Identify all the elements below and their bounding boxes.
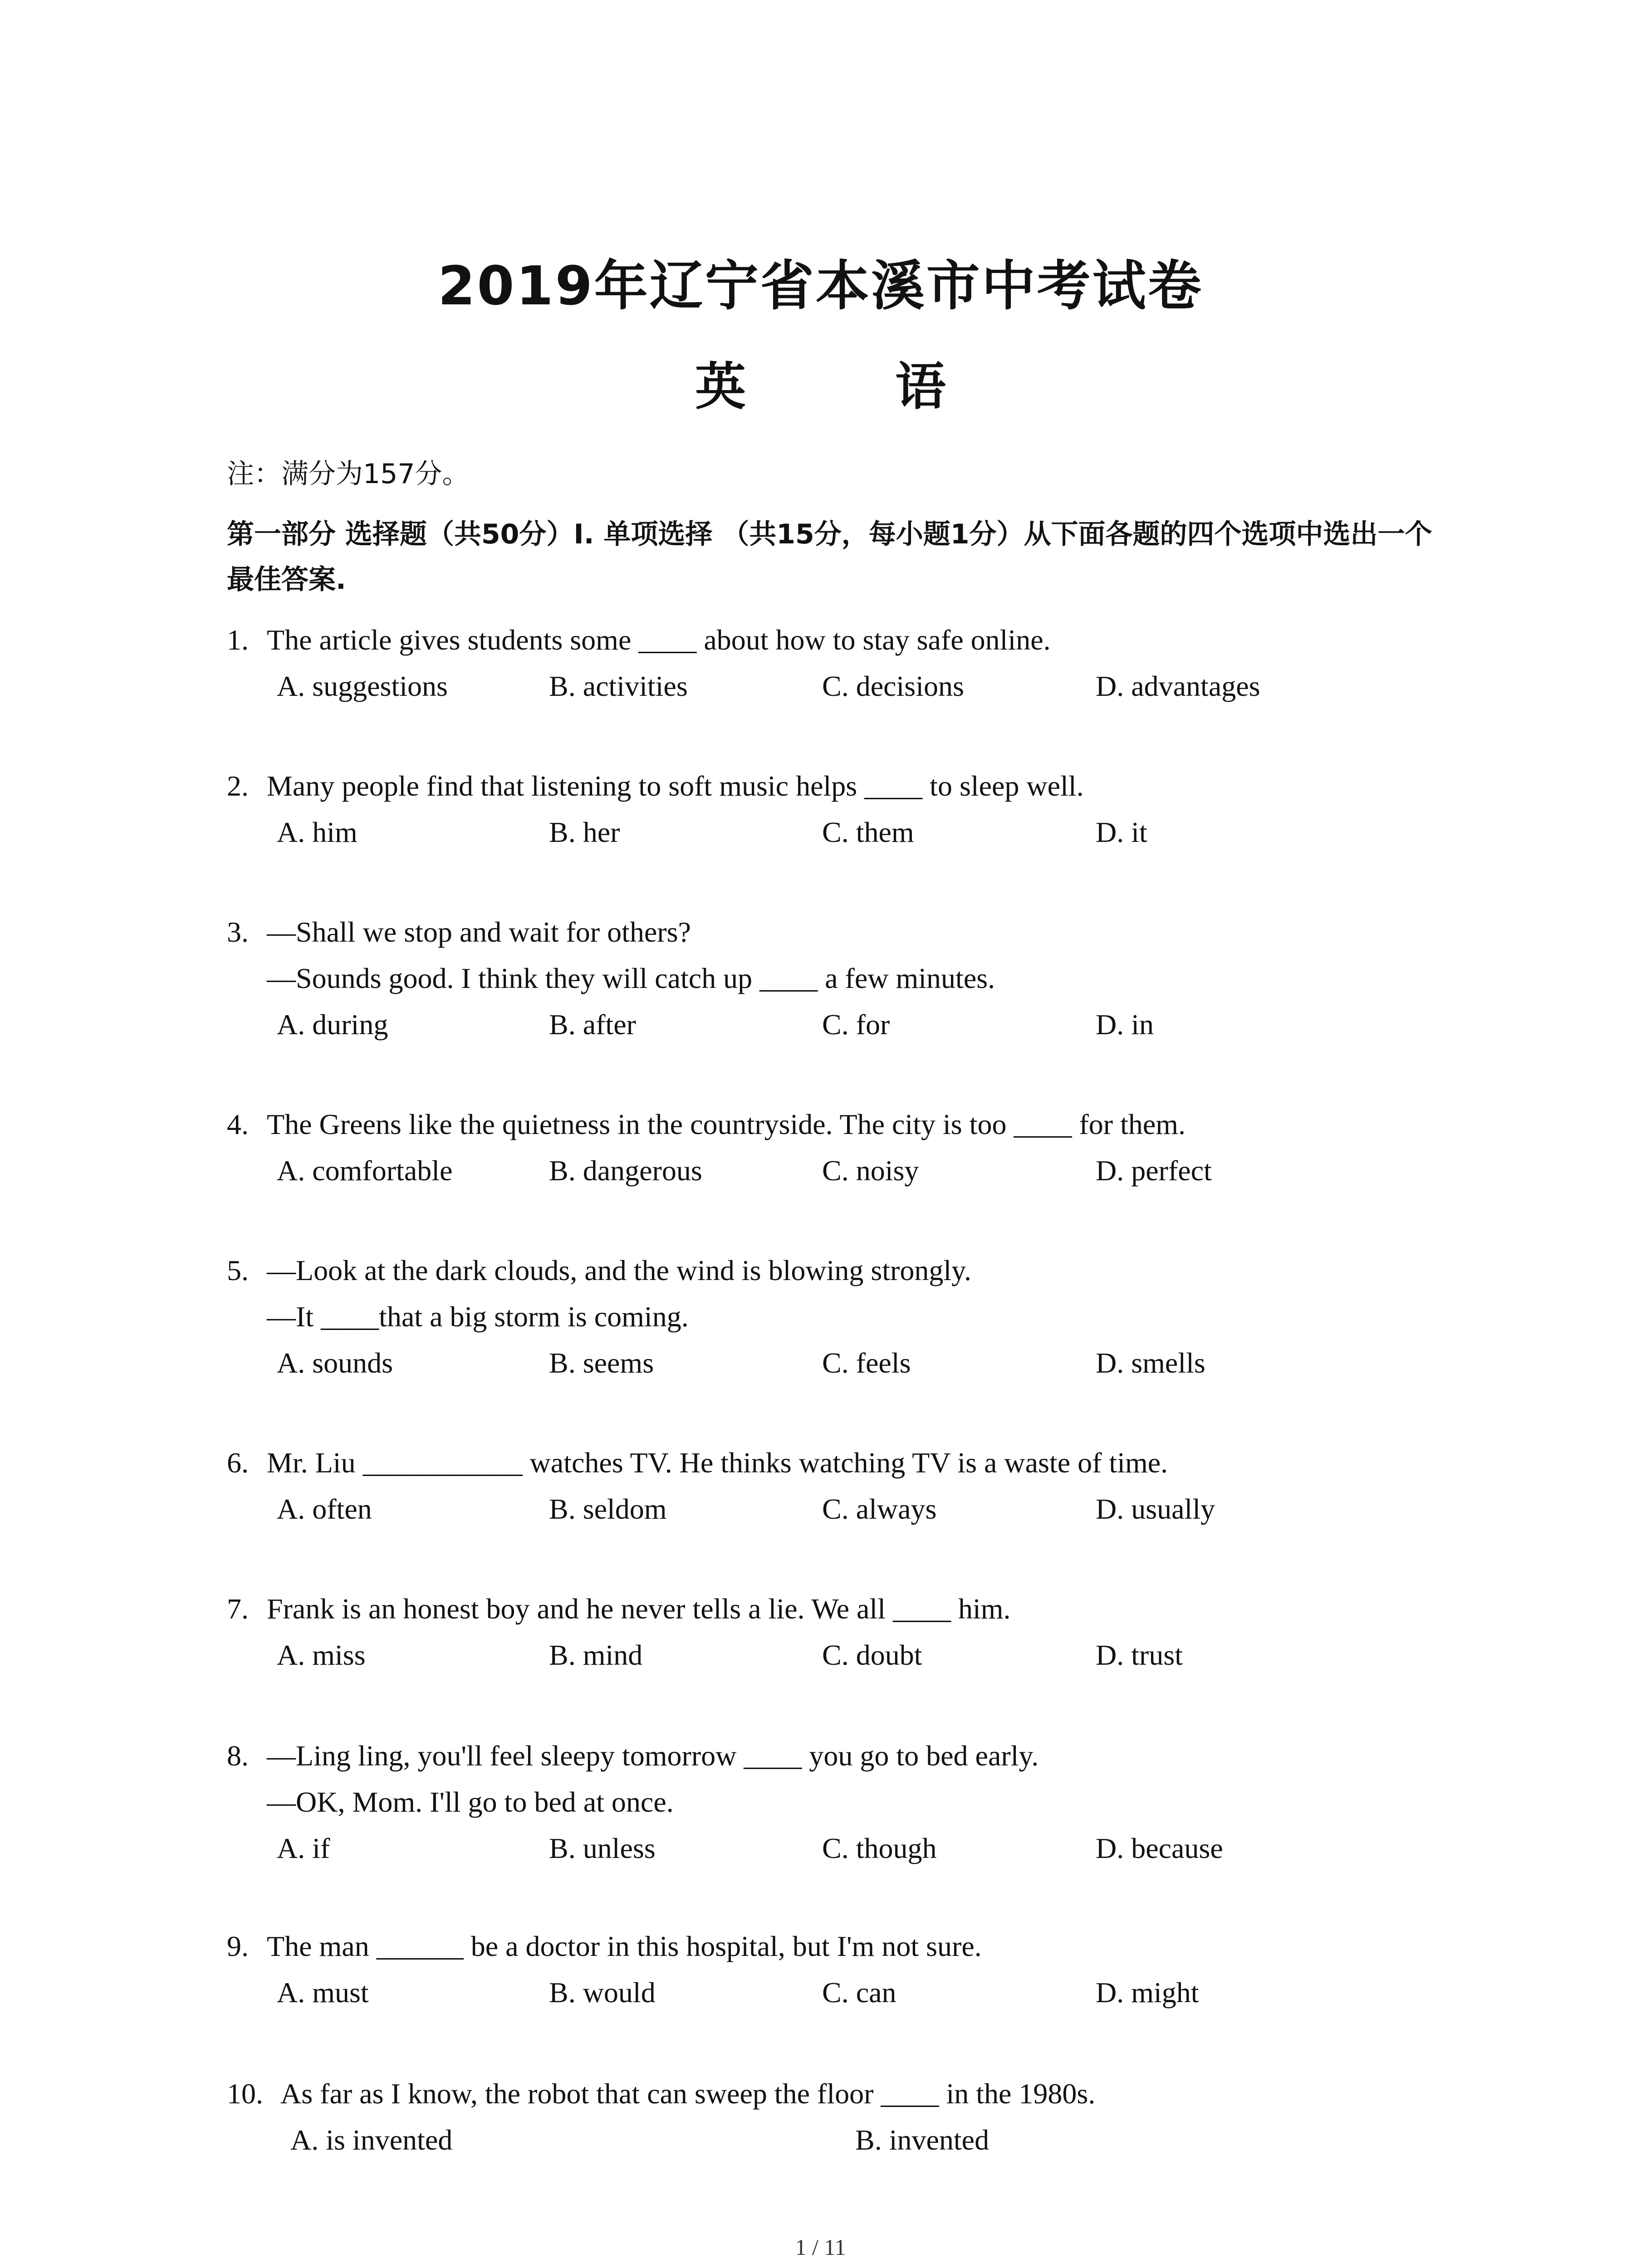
section-header: 第一部分 选择题（共50分）Ⅰ. 单项选择 （共15分，每小题1分）从下面各题的四个选项中选出一个最佳答案. [227, 518, 1432, 596]
exam-title: 2019年辽宁省本溪市中考试卷 [438, 254, 1203, 317]
question-stem: Frank is an honest boy and he never tells a lie. We all ____ him. [267, 1593, 1011, 1625]
answer-option-d[interactable]: D. smells [1096, 1347, 1205, 1379]
answer-option-a[interactable]: A. him [277, 816, 358, 848]
question-number: 5. [227, 1254, 249, 1286]
question-stem: Mr. Liu ___________ watches TV. He thinks watching TV is a waste of time. [267, 1447, 1168, 1479]
answer-option-d[interactable]: D. it [1096, 816, 1147, 848]
question-5 [227, 1247, 1205, 1386]
question-number: 7. [227, 1593, 249, 1625]
answer-option-c[interactable]: C. though [822, 1832, 937, 1864]
question-stem: The article gives students some ____ about how to stay safe online. [267, 624, 1051, 656]
answer-option-a[interactable]: A. sounds [277, 1347, 393, 1379]
answer-options [227, 1825, 1223, 1872]
question-3 [227, 909, 1154, 1048]
question-number: 1. [227, 624, 249, 656]
question-8 [227, 1733, 1223, 1872]
question-number: 3. [227, 916, 249, 948]
answer-option-d[interactable]: D. in [1096, 1008, 1154, 1041]
question-6 [227, 1440, 1215, 1532]
subject-title: 英 语 [695, 357, 987, 416]
answer-options [227, 1486, 1215, 1532]
answer-option-a[interactable]: A. is invented [290, 2124, 453, 2156]
answer-option-d[interactable]: D. trust [1096, 1639, 1183, 1671]
answer-option-c[interactable]: C. noisy [822, 1154, 919, 1187]
question-stem: —Ling ling, you'll feel sleepy tomorrow ____ you go to bed early. [267, 1740, 1039, 1772]
answer-option-a[interactable]: A. suggestions [277, 670, 448, 702]
answer-option-a[interactable]: A. if [277, 1832, 330, 1864]
answer-option-a[interactable]: A. during [277, 1008, 388, 1041]
answer-option-b[interactable]: B. activities [549, 670, 688, 702]
question-10 [227, 2071, 1095, 2163]
answer-option-a[interactable]: A. often [277, 1493, 372, 1525]
question-number: 8. [227, 1740, 249, 1772]
question-stem: The man ______ be a doctor in this hospital, but I'm not sure. [267, 1930, 982, 1962]
question-stem: —Shall we stop and wait for others? [267, 916, 691, 948]
answer-options [227, 1002, 1154, 1048]
answer-option-b[interactable]: B. mind [549, 1639, 643, 1671]
answer-option-a[interactable]: A. comfortable [277, 1154, 453, 1187]
question-2 [227, 763, 1147, 855]
answer-option-c[interactable]: C. for [822, 1008, 890, 1041]
answer-options [227, 1632, 1183, 1678]
answer-option-d[interactable]: D. might [1096, 1976, 1199, 2009]
answer-option-b[interactable]: B. dangerous [549, 1154, 702, 1187]
answer-option-c[interactable]: C. decisions [822, 670, 964, 702]
question-stem: —Look at the dark clouds, and the wind is blowing strongly. [267, 1254, 971, 1286]
answer-option-c[interactable]: C. can [822, 1976, 896, 2009]
question-stem-line: —Sounds good. I think they will catch up ____ a few minutes. [267, 962, 995, 994]
question-number: 6. [227, 1447, 249, 1479]
question-7 [227, 1586, 1183, 1678]
question-1 [227, 617, 1260, 709]
answer-option-b[interactable]: B. invented [855, 2124, 989, 2156]
answer-option-c[interactable]: C. feels [822, 1347, 911, 1379]
question-number: 4. [227, 1108, 249, 1140]
answer-option-d[interactable]: D. advantages [1096, 670, 1260, 702]
answer-option-a[interactable]: A. miss [277, 1639, 366, 1671]
question-number: 10. [227, 2077, 263, 2110]
answer-option-b[interactable]: B. seldom [549, 1493, 667, 1525]
answer-options [227, 1970, 1199, 2016]
answer-options [227, 2117, 1095, 2163]
answer-option-b[interactable]: B. after [549, 1008, 636, 1041]
answer-options [227, 1148, 1212, 1194]
question-4 [227, 1101, 1212, 1194]
question-stem-line: —OK, Mom. I'll go to bed at once. [267, 1786, 674, 1818]
answer-option-b[interactable]: B. her [549, 816, 620, 848]
answer-option-b[interactable]: B. would [549, 1976, 656, 2009]
question-9 [227, 1923, 1199, 2016]
answer-option-c[interactable]: C. them [822, 816, 914, 848]
question-number: 9. [227, 1930, 249, 1962]
answer-option-b[interactable]: B. unless [549, 1832, 656, 1864]
question-stem: Many people find that listening to soft music helps ____ to sleep well. [267, 770, 1084, 802]
page-number: 1 / 11 [795, 2234, 846, 2260]
answer-option-c[interactable]: C. doubt [822, 1639, 922, 1671]
answer-option-a[interactable]: A. must [277, 1976, 369, 2009]
score-note: 注：满分为157分。 [227, 458, 470, 490]
question-stem-line: —It ____that a big storm is coming. [267, 1300, 689, 1333]
answer-option-c[interactable]: C. always [822, 1493, 937, 1525]
answer-options [227, 809, 1147, 855]
question-stem: The Greens like the quietness in the countryside. The city is too ____ for them. [267, 1108, 1186, 1140]
answer-options [227, 663, 1260, 709]
answer-option-d[interactable]: D. perfect [1096, 1154, 1212, 1187]
answer-options [227, 1340, 1205, 1386]
answer-option-d[interactable]: D. usually [1096, 1493, 1215, 1525]
answer-option-d[interactable]: D. because [1096, 1832, 1223, 1864]
question-number: 2. [227, 770, 249, 802]
question-stem: As far as I know, the robot that can sweep the floor ____ in the 1980s. [280, 2077, 1096, 2110]
answer-option-b[interactable]: B. seems [549, 1347, 654, 1379]
